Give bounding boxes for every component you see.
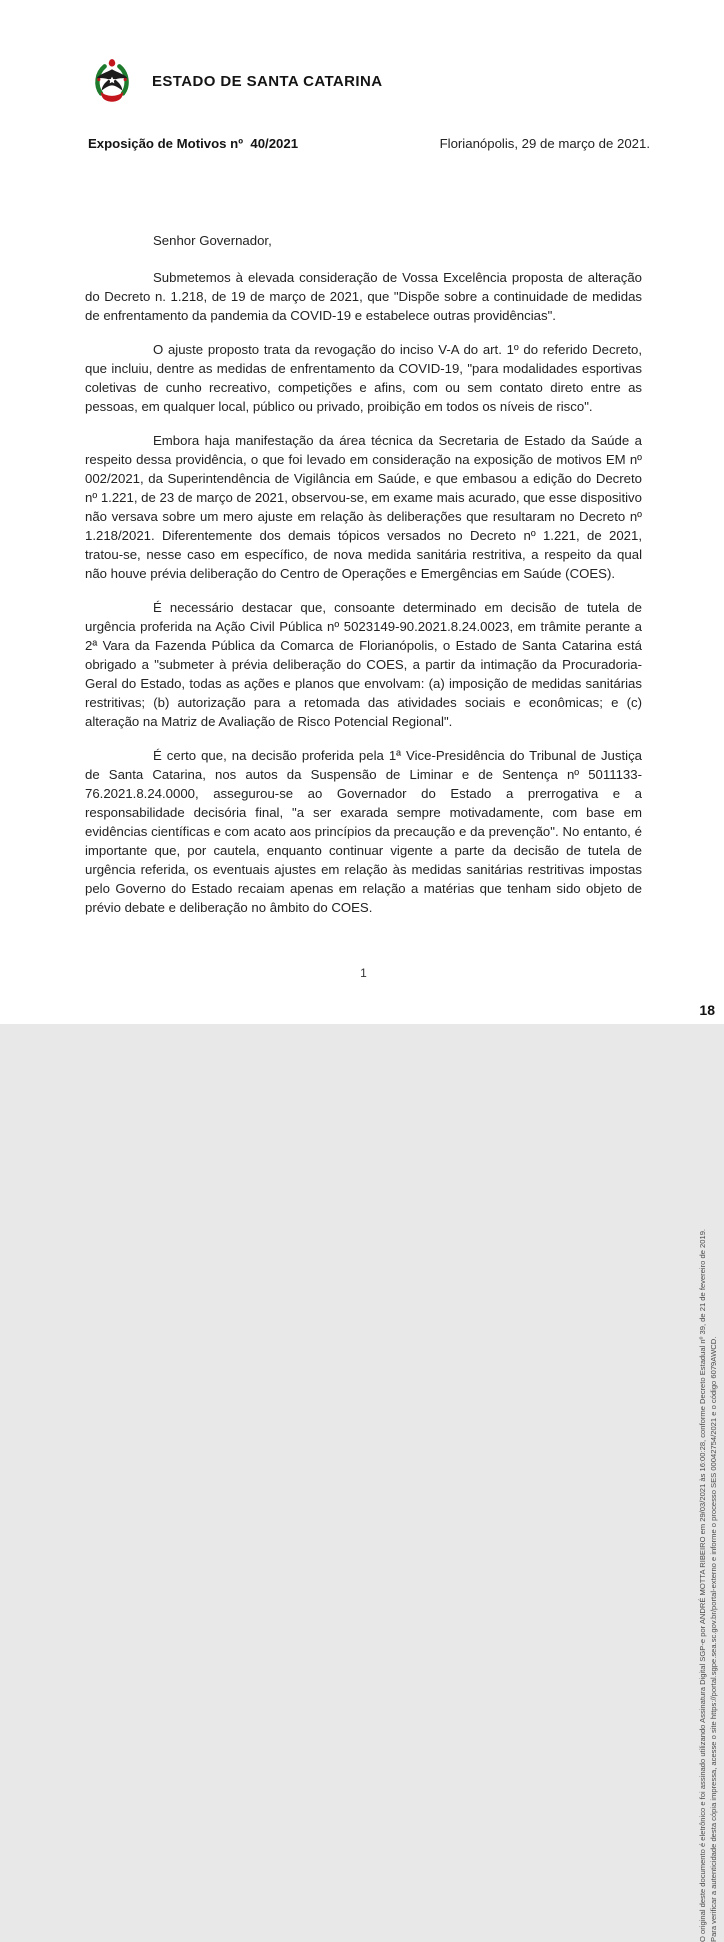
paragraph: Embora haja manifestação da área técnica da Secretaria de Estado da Saúde a respeito dessa providência, o que foi levado em consideração na exposição de motivos EM nº 002/2021, da Superintendência de Vigilância em Saúde, e que embasou a edição do Decreto nº 1.221, de 23 de março de 2021, observou-se, em exame mais acurado, que esse dispositivo não versava sobre um mero ajuste em relação às deliberações que resultaram no Decreto nº 1.218/2021. Diferentemente dos demais tópicos versados no Decreto nº 1.221, de 2021, tratou-se, nesse caso em específico, de nova medida sanitária restritiva, a respeito da qual não houve prévia deliberação do Centro de Operações e Emergências em Saúde (COES).	[85, 433, 642, 581]
paragraph: É necessário destacar que, consoante determinado em decisão de tutela de urgência proferida na Ação Civil Pública nº 5023149-90.2021.8.24.0023, em trâmite perante a 2ª Vara da Fazenda Pública da Comarca de Florianópolis, o Estado de Santa Catarina está obrigado a "submeter à prévia deliberação do COES, a partir da intimação da Procuradoria-Geral do Estado, todas as ações e planos que envolvam: (a) imposição de medidas sanitárias restritivas; (b) autorização para a retomada das atividades sociais e econômicas; e (c) alteração na Matriz de Avaliação de Risco Potencial Regional".	[85, 600, 642, 729]
org-title: ESTADO DE SANTA CATARINA	[152, 72, 383, 90]
page-number: 1	[360, 966, 367, 980]
salutation: Senhor Governador,	[153, 233, 272, 248]
place-and-date: Florianópolis, 29 de março de 2021.	[439, 136, 650, 151]
paragraph: O ajuste proposto trata da revogação do inciso V-A do art. 1º do referido Decreto, que incluiu, dentre as medidas de enfrentamento da COVID-19, "para modalidades esportivas coletivas de cunho recreativo, competições e afins, com ou sem contato direto entre as pessoas, em qualquer local, público ou privado, proibição em todos os níveis de risco".	[85, 342, 642, 414]
letter-body	[85, 231, 642, 917]
document-reference: Exposição de Motivos nº 40/2021	[88, 136, 299, 151]
sheet-number: 18	[699, 1002, 715, 1018]
document-header	[90, 56, 382, 106]
paragraph: É certo que, na decisão proferida pela 1ª Vice-Presidência do Tribunal de Justiça de Santa Catarina, nos autos da Suspensão de Liminar e de Sentença nº 5011133-76.2021.8.24.0000, assegurou-se ao Governador do Estado a prerrogativa e a responsabilidade decisória final, "a ser exarada sempre motivadamente, com base em evidências científicas e com acato aos princípios da precaução e da prevenção". No entanto, é importante que, por cautela, enquanto continuar vigente a parte da decisão de tutela de urgência referida, os eventuais ajustes em relação às medidas sanitárias restritivas impostas pelo Governo do Estado recaiam apenas em relação a matérias que tenham sido objeto de prévio debate e deliberação no âmbito do COES.	[85, 748, 642, 915]
signature-note: O original deste documento é eletrônico e foi assinado utilizando Assinatura Digital SGP-e por ANDRÉ MOTTA RIBEIRO em 29/03/2021 às 16:00:28, conforme Decreto Estadual nº 39, de 21 de fevereiro de 2019.	[698, 1228, 707, 1942]
verification-note: Para verificar a autenticidade desta cópia impressa, acesse o site https://portal.sgpe.sea.sc.gov.br/portal-externo e informe o processo SES 00042754/2021 e o código 6079AWCD.	[709, 1336, 718, 1942]
paragraph: Submetemos à elevada consideração de Vossa Excelência proposta de alteração do Decreto n. 1.218, de 19 de março de 2021, que "Dispõe sobre a continuidade de medidas de enfrentamento da pandemia da COVID-19 e estabelece outras providências".	[85, 270, 642, 323]
meta-row	[88, 136, 650, 151]
coat-of-arms-icon	[90, 56, 134, 106]
digital-signature-margin-note	[697, 994, 721, 1942]
